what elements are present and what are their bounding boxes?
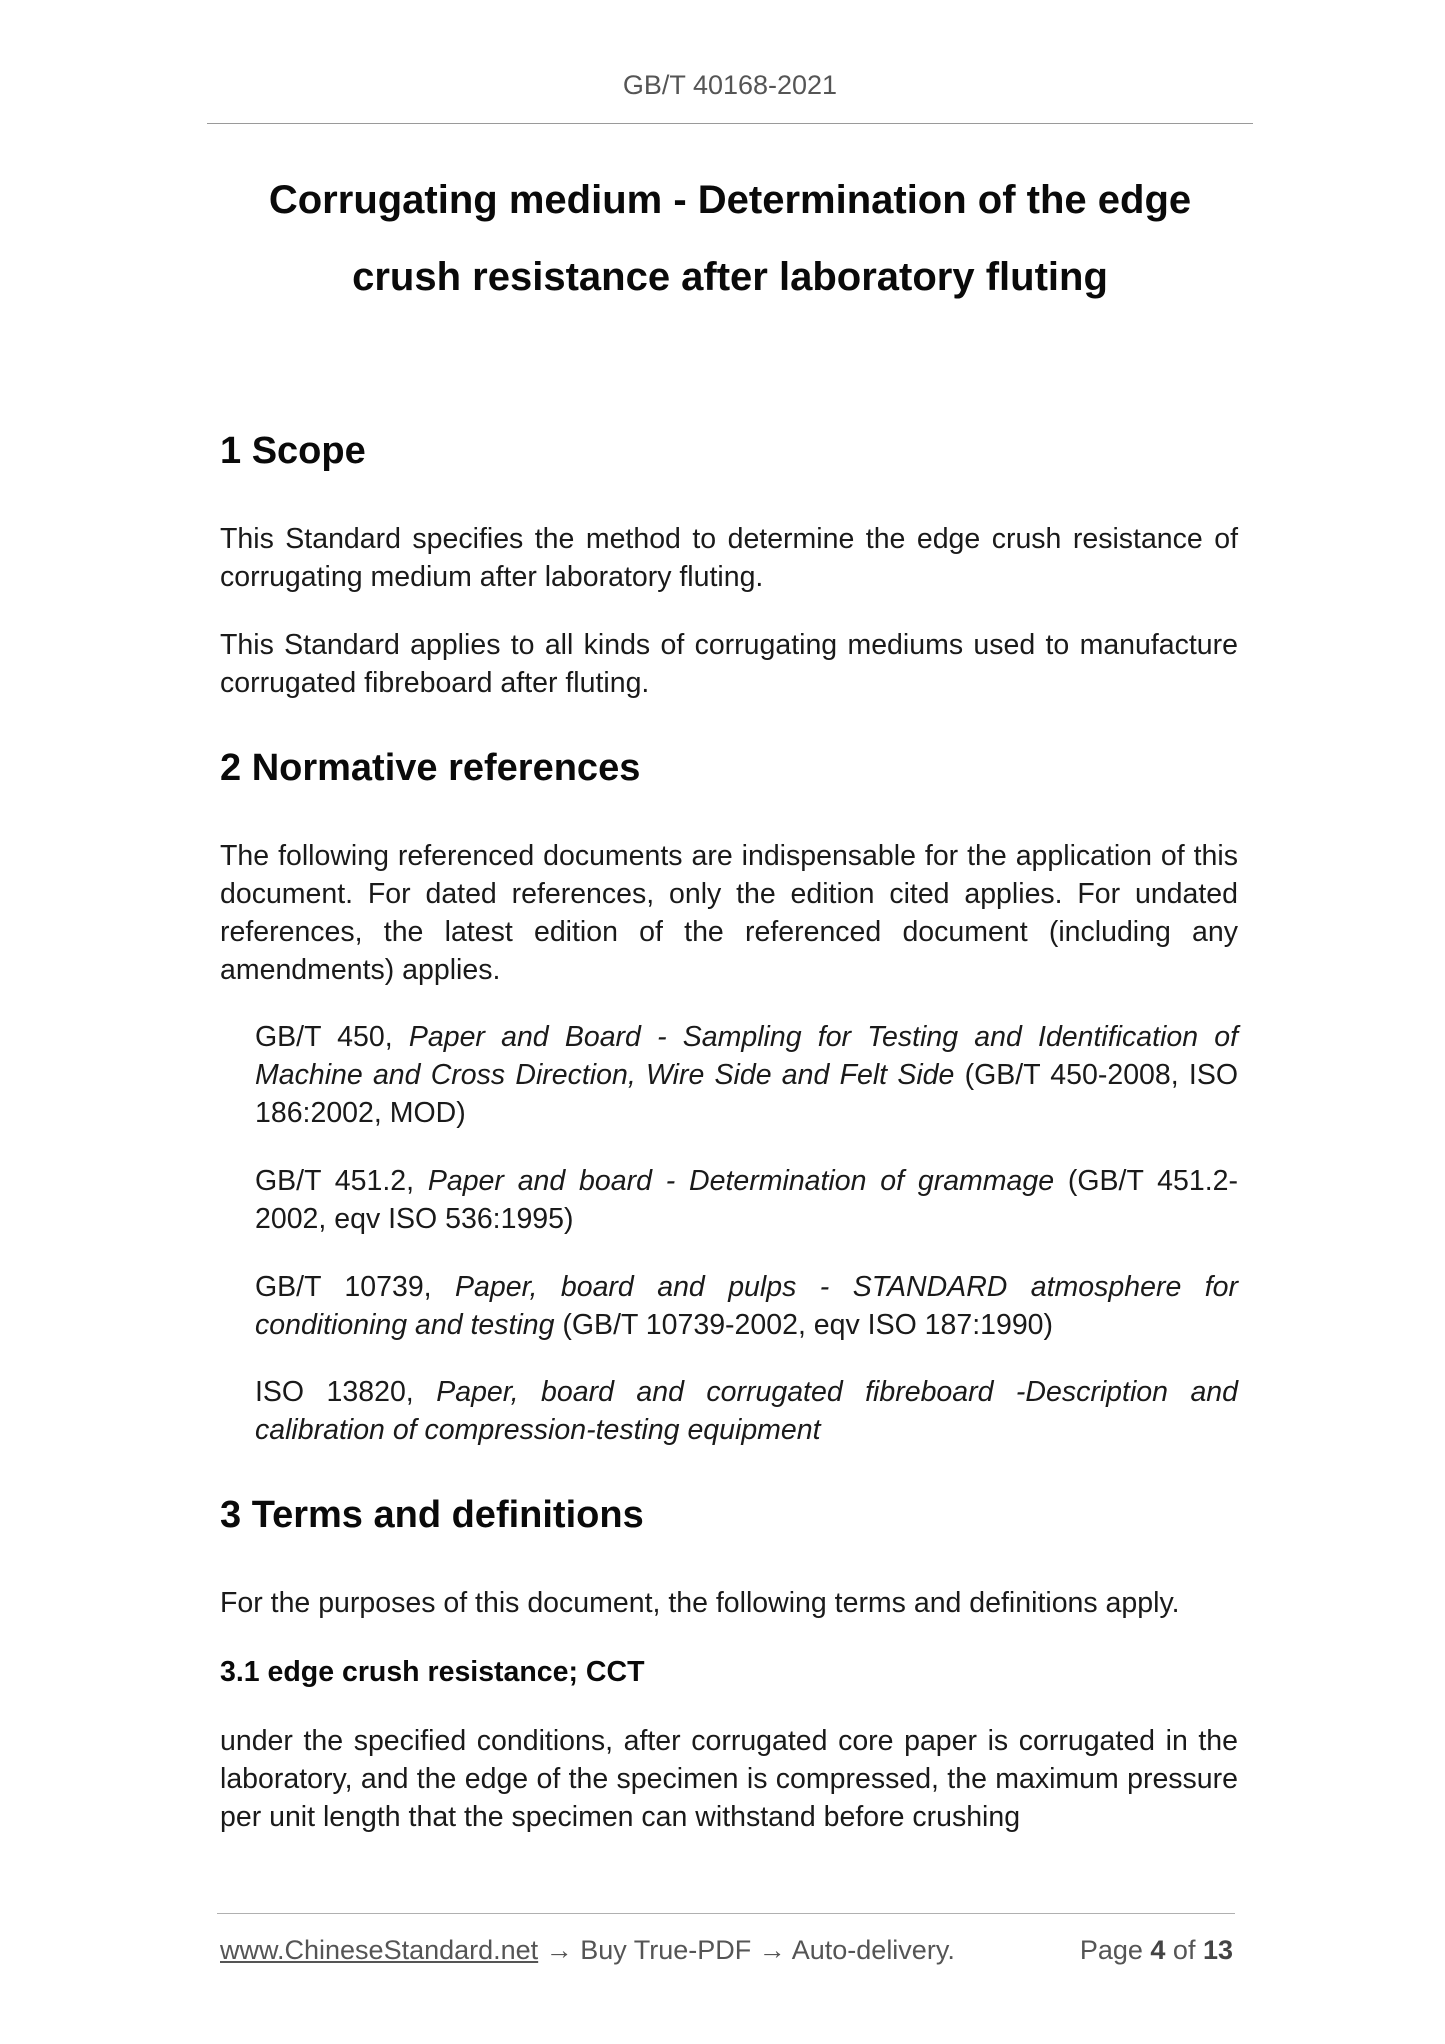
footer-promo-text: → Buy True-PDF → Auto-delivery. bbox=[538, 1935, 955, 1965]
document-title-line-2: crush resistance after laboratory fluting bbox=[352, 255, 1108, 299]
section-3-intro: For the purposes of this document, the following terms and definitions apply. bbox=[220, 1587, 1180, 1619]
reference-gbt-10739 bbox=[255, 1268, 1238, 1344]
reference-note: (GB/T 10739-2002, eqv ISO 187:1990) bbox=[554, 1309, 1054, 1341]
reference-code: ISO 13820, bbox=[255, 1376, 437, 1408]
reference-gbt-450 bbox=[255, 1018, 1238, 1132]
section-1-heading: 1 Scope bbox=[220, 430, 366, 472]
section-3-heading: 3 Terms and definitions bbox=[220, 1494, 644, 1536]
reference-code: GB/T 10739, bbox=[255, 1271, 456, 1303]
reference-note: (GB/T 450-2008, ISO 186:2002, MOD) bbox=[255, 1059, 1238, 1129]
website-link[interactable]: www.ChineseStandard.net bbox=[220, 1935, 539, 1965]
header-divider bbox=[207, 123, 1253, 124]
footer-divider bbox=[217, 1913, 1235, 1914]
page-label: Page bbox=[1079, 1935, 1151, 1965]
reference-title: Paper, board and pulps - STANDARD atmosphere for conditioning and testing bbox=[255, 1271, 1238, 1341]
term-3-1-heading: 3.1 edge crush resistance; CCT bbox=[220, 1656, 645, 1688]
reference-code: GB/T 451.2, bbox=[255, 1165, 428, 1197]
reference-gbt-451-2 bbox=[255, 1162, 1238, 1238]
reference-title: Paper and board - Determination of grammage bbox=[427, 1165, 1055, 1197]
document-title bbox=[207, 162, 1253, 316]
section-1-paragraph-1: This Standard specifies the method to determine the edge crush resistance of corrugating medium after laboratory fluting. bbox=[220, 523, 1238, 593]
page-of-label: of bbox=[1165, 1935, 1203, 1965]
term-3-1-definition: under the specified conditions, after corrugated core paper is corrugated in the laboratory, and the edge of the specimen is compressed, the maximum pressure per unit length that the specimen can withstand before crushing bbox=[220, 1725, 1238, 1833]
section-1-paragraph-2: This Standard applies to all kinds of corrugating mediums used to manufacture corrugated fibreboard after fluting. bbox=[220, 629, 1238, 699]
page-number bbox=[1080, 1935, 1233, 1966]
total-pages: 13 bbox=[1202, 1935, 1233, 1965]
page-header: GB/T 40168-2021 bbox=[622, 70, 838, 100]
document-title-line-1: Corrugating medium - Determination of the edge bbox=[268, 178, 1192, 222]
reference-title: Paper and Board - Sampling for Testing and Identification of Machine and Cross Direction, Wire Side and Felt Side bbox=[255, 1021, 1239, 1091]
reference-title: Paper, board and corrugated fibreboard -Description and calibration of compression-testing equipment bbox=[255, 1376, 1238, 1446]
reference-code: GB/T 450, bbox=[255, 1021, 409, 1053]
reference-note: (GB/T 451.2-2002, eqv ISO 536:1995) bbox=[255, 1165, 1238, 1235]
section-2-heading: 2 Normative references bbox=[220, 747, 641, 789]
current-page: 4 bbox=[1150, 1935, 1166, 1965]
reference-iso-13820 bbox=[255, 1373, 1238, 1449]
section-2-intro: The following referenced documents are indispensable for the application of this document. For dated references, only the edition cited applies. For undated references, the latest edition of the referenced document (including any amendments) applies. bbox=[220, 840, 1238, 986]
footer-promo bbox=[220, 1935, 955, 1966]
